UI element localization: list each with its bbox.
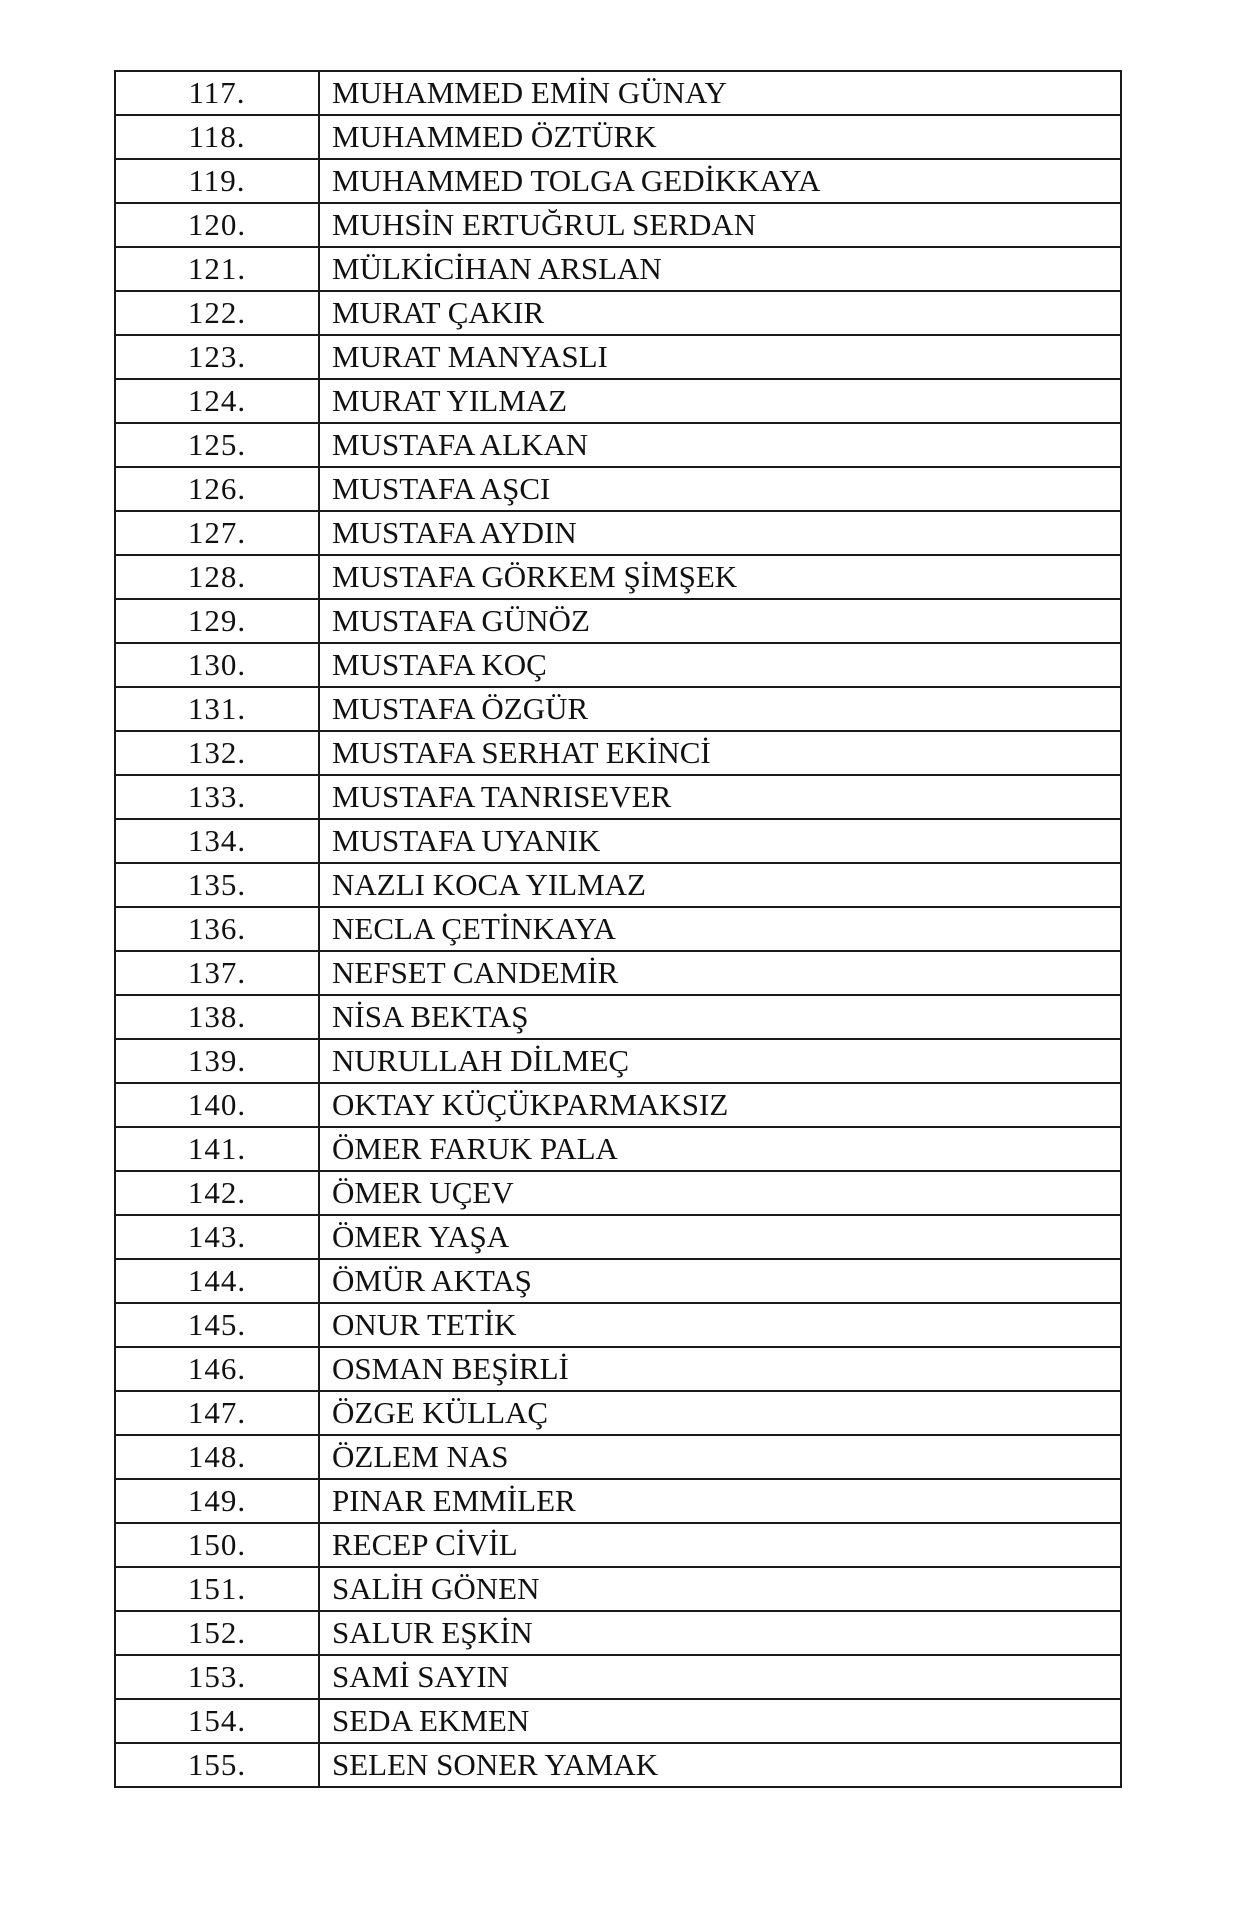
row-number: 133. <box>115 775 319 819</box>
person-name: ÖMER UÇEV <box>319 1171 1121 1215</box>
table-row <box>115 599 1121 643</box>
person-name: MUSTAFA GÜNÖZ <box>319 599 1121 643</box>
person-name: MUHAMMED TOLGA GEDİKKAYA <box>319 159 1121 203</box>
row-number: 118. <box>115 115 319 159</box>
table-row <box>115 1699 1121 1743</box>
person-name: MUSTAFA ALKAN <box>319 423 1121 467</box>
row-number: 139. <box>115 1039 319 1083</box>
row-number: 125. <box>115 423 319 467</box>
person-name: SELEN SONER YAMAK <box>319 1743 1121 1787</box>
person-name: NEFSET CANDEMİR <box>319 951 1121 995</box>
table-row <box>115 115 1121 159</box>
table-row <box>115 643 1121 687</box>
person-name: MURAT YILMAZ <box>319 379 1121 423</box>
table-row <box>115 995 1121 1039</box>
person-name: NİSA BEKTAŞ <box>319 995 1121 1039</box>
table-row <box>115 863 1121 907</box>
row-number: 149. <box>115 1479 319 1523</box>
person-name: ÖMER FARUK PALA <box>319 1127 1121 1171</box>
row-number: 143. <box>115 1215 319 1259</box>
table-row <box>115 423 1121 467</box>
table-row <box>115 687 1121 731</box>
row-number: 132. <box>115 731 319 775</box>
table-row <box>115 1171 1121 1215</box>
row-number: 151. <box>115 1567 319 1611</box>
person-name: ÖMÜR AKTAŞ <box>319 1259 1121 1303</box>
row-number: 136. <box>115 907 319 951</box>
row-number: 119. <box>115 159 319 203</box>
table-row <box>115 1039 1121 1083</box>
row-number: 142. <box>115 1171 319 1215</box>
table-row <box>115 775 1121 819</box>
table-row <box>115 951 1121 995</box>
row-number: 150. <box>115 1523 319 1567</box>
row-number: 127. <box>115 511 319 555</box>
person-name: MUSTAFA TANRISEVER <box>319 775 1121 819</box>
row-number: 155. <box>115 1743 319 1787</box>
table-row <box>115 1611 1121 1655</box>
person-name: SAMİ SAYIN <box>319 1655 1121 1699</box>
table-row <box>115 467 1121 511</box>
row-number: 147. <box>115 1391 319 1435</box>
person-name: OSMAN BEŞİRLİ <box>319 1347 1121 1391</box>
person-name: NAZLI KOCA YILMAZ <box>319 863 1121 907</box>
person-name: ÖZGE KÜLLAÇ <box>319 1391 1121 1435</box>
person-name: MUSTAFA GÖRKEM ŞİMŞEK <box>319 555 1121 599</box>
person-name: MÜLKİCİHAN ARSLAN <box>319 247 1121 291</box>
table-row <box>115 1435 1121 1479</box>
person-name: MUSTAFA AYDIN <box>319 511 1121 555</box>
table-row <box>115 1743 1121 1787</box>
person-name: ONUR TETİK <box>319 1303 1121 1347</box>
person-name: MUHAMMED EMİN GÜNAY <box>319 71 1121 115</box>
row-number: 153. <box>115 1655 319 1699</box>
table-row <box>115 819 1121 863</box>
person-name: ÖMER YAŞA <box>319 1215 1121 1259</box>
person-name: OKTAY KÜÇÜKPARMAKSIZ <box>319 1083 1121 1127</box>
table-row <box>115 1259 1121 1303</box>
person-name: MUSTAFA KOÇ <box>319 643 1121 687</box>
row-number: 145. <box>115 1303 319 1347</box>
name-list-table <box>114 70 1122 1788</box>
row-number: 130. <box>115 643 319 687</box>
table-row <box>115 1523 1121 1567</box>
person-name: MUSTAFA SERHAT EKİNCİ <box>319 731 1121 775</box>
row-number: 138. <box>115 995 319 1039</box>
row-number: 131. <box>115 687 319 731</box>
table-row <box>115 203 1121 247</box>
row-number: 140. <box>115 1083 319 1127</box>
row-number: 117. <box>115 71 319 115</box>
table-row <box>115 1567 1121 1611</box>
row-number: 134. <box>115 819 319 863</box>
row-number: 121. <box>115 247 319 291</box>
table-row <box>115 1479 1121 1523</box>
table-row <box>115 1303 1121 1347</box>
row-number: 148. <box>115 1435 319 1479</box>
person-name: MURAT MANYASLI <box>319 335 1121 379</box>
table-row <box>115 291 1121 335</box>
row-number: 141. <box>115 1127 319 1171</box>
table-row <box>115 159 1121 203</box>
person-name: ÖZLEM NAS <box>319 1435 1121 1479</box>
row-number: 154. <box>115 1699 319 1743</box>
table-row <box>115 1391 1121 1435</box>
table-row <box>115 1347 1121 1391</box>
person-name: SALİH GÖNEN <box>319 1567 1121 1611</box>
row-number: 122. <box>115 291 319 335</box>
row-number: 120. <box>115 203 319 247</box>
table-row <box>115 1127 1121 1171</box>
person-name: RECEP CİVİL <box>319 1523 1121 1567</box>
person-name: PINAR EMMİLER <box>319 1479 1121 1523</box>
row-number: 128. <box>115 555 319 599</box>
row-number: 144. <box>115 1259 319 1303</box>
row-number: 126. <box>115 467 319 511</box>
row-number: 129. <box>115 599 319 643</box>
row-number: 146. <box>115 1347 319 1391</box>
table-row <box>115 1655 1121 1699</box>
table-row <box>115 247 1121 291</box>
person-name: MUSTAFA UYANIK <box>319 819 1121 863</box>
table-row <box>115 379 1121 423</box>
person-name: NURULLAH DİLMEÇ <box>319 1039 1121 1083</box>
table-row <box>115 1083 1121 1127</box>
person-name: MURAT ÇAKIR <box>319 291 1121 335</box>
table-row <box>115 335 1121 379</box>
person-name: SALUR EŞKİN <box>319 1611 1121 1655</box>
table-row <box>115 71 1121 115</box>
person-name: SEDA EKMEN <box>319 1699 1121 1743</box>
row-number: 123. <box>115 335 319 379</box>
person-name: MUSTAFA ÖZGÜR <box>319 687 1121 731</box>
person-name: MUSTAFA AŞCI <box>319 467 1121 511</box>
row-number: 152. <box>115 1611 319 1655</box>
table-row <box>115 511 1121 555</box>
row-number: 137. <box>115 951 319 995</box>
table-row <box>115 555 1121 599</box>
person-name: MUHAMMED ÖZTÜRK <box>319 115 1121 159</box>
row-number: 124. <box>115 379 319 423</box>
person-name: NECLA ÇETİNKAYA <box>319 907 1121 951</box>
table-row <box>115 731 1121 775</box>
table-body <box>115 71 1121 1787</box>
person-name: MUHSİN ERTUĞRUL SERDAN <box>319 203 1121 247</box>
row-number: 135. <box>115 863 319 907</box>
table-row <box>115 907 1121 951</box>
table-row <box>115 1215 1121 1259</box>
